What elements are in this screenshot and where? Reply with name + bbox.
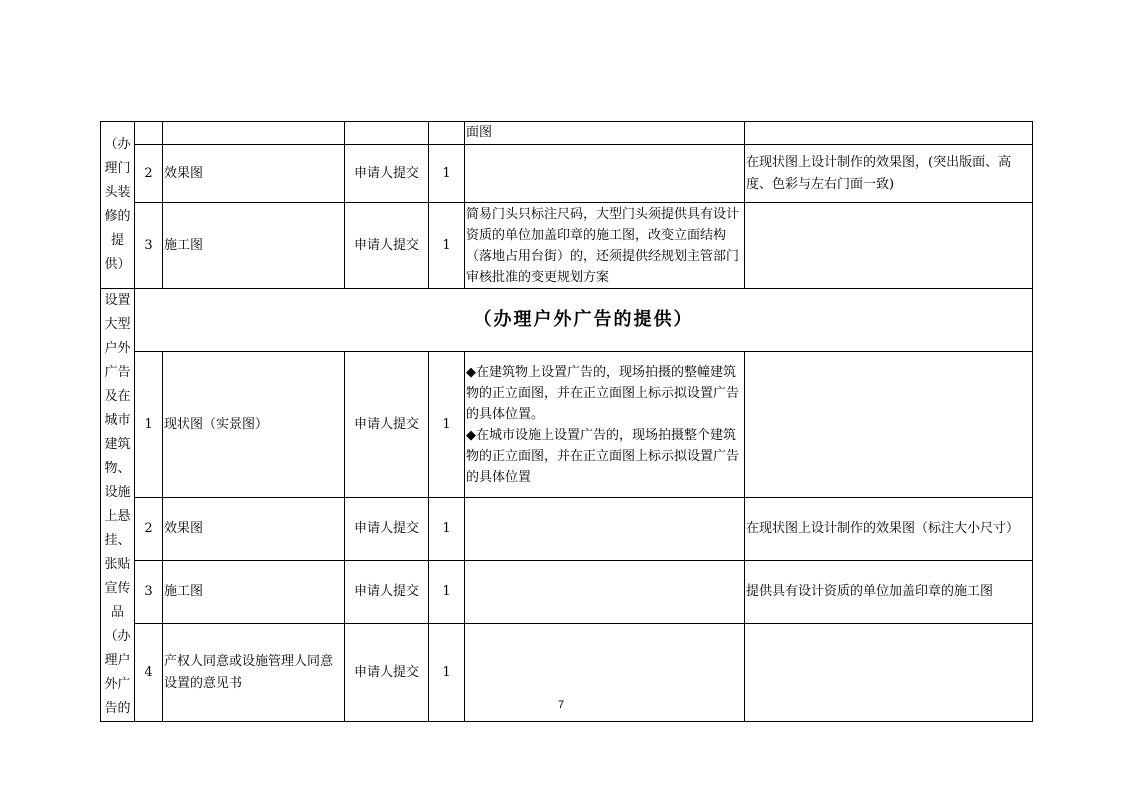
- table-row: [101, 561, 1033, 624]
- material-requirement: [465, 561, 745, 624]
- material-name: [163, 122, 345, 145]
- material-source: 申请人提交: [345, 145, 429, 203]
- material-quantity: 1: [429, 561, 465, 624]
- material-note: 在现状图上设计制作的效果图，(突出版面、高度、色彩与左右门面一致): [745, 145, 1033, 203]
- row-number: 3: [135, 561, 163, 624]
- material-name: 施工图: [163, 203, 345, 289]
- material-source: 申请人提交: [345, 497, 429, 560]
- material-source: 申请人提交: [345, 203, 429, 289]
- material-name: 效果图: [163, 145, 345, 203]
- material-note: [745, 122, 1033, 145]
- row-number: 4: [135, 624, 163, 722]
- row-number: 3: [135, 203, 163, 289]
- requirement-bullet: ◆在建筑物上设置广告的，现场拍摄的整幢建筑物的正立面图，并在正立面图上标示拟设置广告的具体位置。: [466, 364, 740, 422]
- material-quantity: 1: [429, 145, 465, 203]
- material-name: 产权人同意或设施管理人同意设置的意见书: [163, 624, 345, 722]
- section-header-row: [101, 289, 1033, 352]
- material-source: [345, 122, 429, 145]
- material-name: 施工图: [163, 561, 345, 624]
- material-source: 申请人提交: [345, 624, 429, 722]
- material-requirement: 简易门头只标注尺码，大型门头须提供具有设计资质的单位加盖印章的施工图，改变立面结构（落地占用台街）的，还须提供经规划主管部门审核批准的变更规划方案: [465, 203, 745, 289]
- requirement-bullet: ◆在城市设施上设置广告的，现场拍摄整个建筑物的正立面图，并在正立面图上标示拟设置广告的具体位置: [466, 427, 740, 485]
- material-note: [745, 352, 1033, 497]
- row-number: 2: [135, 497, 163, 560]
- material-quantity: 1: [429, 203, 465, 289]
- category-cell-outdoor: 设置大型户外广告及在城市建筑物、设施上悬挂、张贴宣传品（办理户外广告的: [101, 289, 135, 722]
- material-requirement: 面图: [465, 122, 745, 145]
- material-source: 申请人提交: [345, 561, 429, 624]
- page-number: 7: [557, 699, 565, 711]
- material-quantity: 1: [429, 352, 465, 497]
- row-number: 2: [135, 145, 163, 203]
- material-quantity: 1: [429, 497, 465, 560]
- row-number: 1: [135, 352, 163, 497]
- material-name: 效果图: [163, 497, 345, 560]
- table-row: [101, 352, 1033, 497]
- material-source: 申请人提交: [345, 352, 429, 497]
- material-quantity: [429, 122, 465, 145]
- section-title: （办理户外广告的提供）: [135, 289, 1033, 352]
- material-name: 现状图（实景图）: [163, 352, 345, 497]
- material-note: 在现状图上设计制作的效果图（标注大小尺寸）: [745, 497, 1033, 560]
- material-requirement: [465, 497, 745, 560]
- material-requirement: [465, 352, 745, 497]
- material-note: [745, 203, 1033, 289]
- table-row: [101, 145, 1033, 203]
- category-cell-door: （办理门头装修的提供）: [101, 122, 135, 289]
- materials-table: [100, 121, 1033, 722]
- table-row: [101, 203, 1033, 289]
- table-row: [101, 122, 1033, 145]
- material-note: 提供具有设计资质的单位加盖印章的施工图: [745, 561, 1033, 624]
- table-row: [101, 497, 1033, 560]
- row-number: [135, 122, 163, 145]
- material-quantity: 1: [429, 624, 465, 722]
- material-requirement: [465, 145, 745, 203]
